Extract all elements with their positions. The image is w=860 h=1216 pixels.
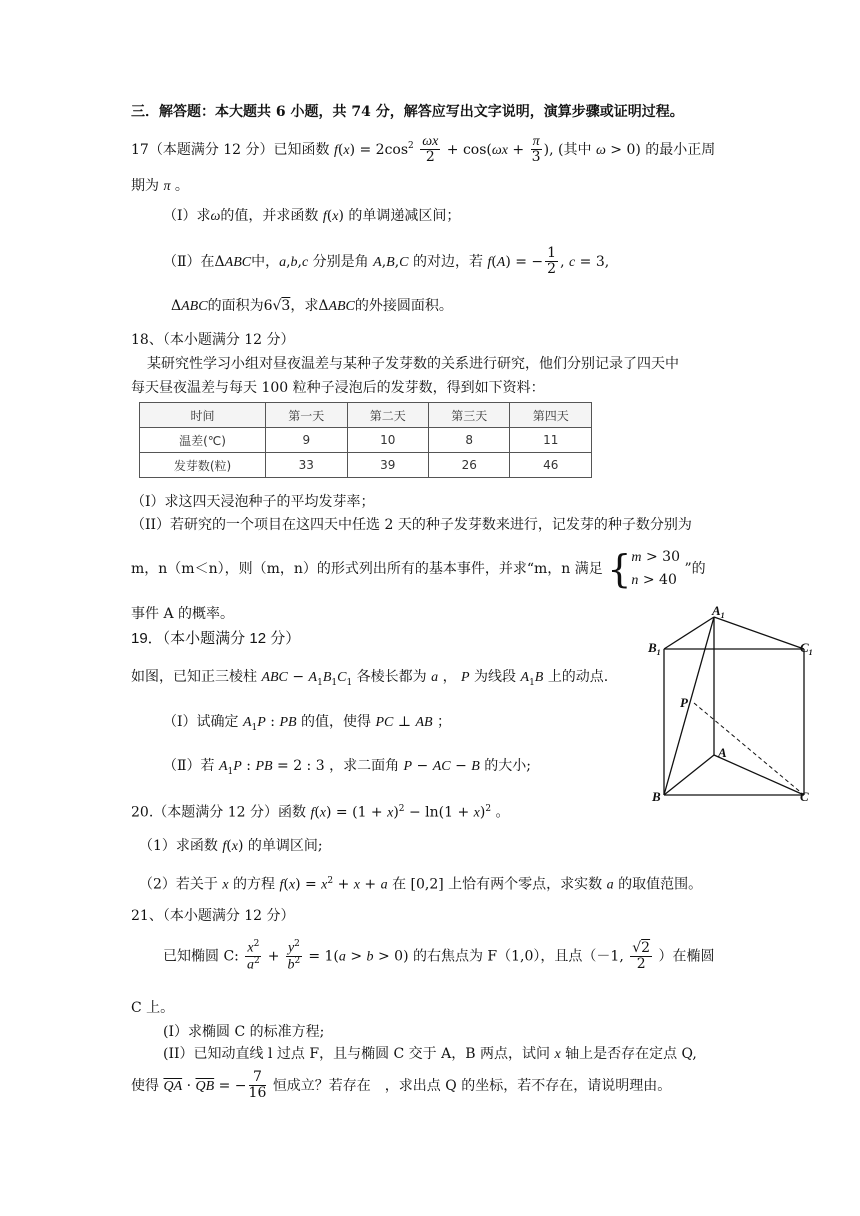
q18-title: 18、（本小题满分 12 分） bbox=[131, 332, 295, 348]
prism-figure bbox=[640, 605, 830, 805]
label-c: C bbox=[800, 789, 809, 804]
table-row bbox=[140, 453, 592, 478]
q21-title: 21、（本小题满分 12 分） bbox=[131, 908, 295, 924]
segment-pc bbox=[694, 703, 804, 795]
table-cell: 10 bbox=[347, 428, 428, 453]
q20-part1: （1）求函数 f(x) 的单调区间; bbox=[139, 838, 323, 854]
label-b1: $B_1$ bbox=[648, 640, 661, 657]
edge-a1c1 bbox=[714, 617, 804, 649]
table-header-row bbox=[140, 403, 592, 428]
q17-part3: ΔABC的面积为6√3，求ΔABC的外接圆面积。 bbox=[171, 298, 453, 314]
label-a: A bbox=[718, 745, 727, 760]
q19-intro: 如图，已知正三棱柱 ABC − $A_1B_1C_1$ 各棱长都为 a ， P 为线段 $A_1B$ 上的动点. bbox=[131, 669, 609, 688]
q17-line2: 期为 π 。 bbox=[131, 178, 189, 194]
table-header-cell: 第二天 bbox=[347, 403, 428, 428]
q17-part2: （Ⅱ）在ΔABC中，a,b,c 分别是角 A,B,C 的对边，若 f(A) = − $\frac{1}{2}$ , c = 3, bbox=[163, 245, 610, 278]
q19-title: 19．（本小题满分 12 分） bbox=[131, 630, 301, 647]
q17-part1: （Ⅰ）求ω的值，并求函数 f(x) 的单调递减区间； bbox=[163, 208, 461, 224]
q19-part2: （Ⅱ）若 $A_1P$ : PB = 2 : 3 ，求二面角 P − AC − B 的大小; bbox=[163, 758, 531, 777]
table-cell: 发芽数(粒) bbox=[140, 453, 266, 478]
table-header-cell: 第三天 bbox=[429, 403, 510, 428]
q20-part2: （2）若关于 x 的方程 $f(x) = x^2 + x + a$ 在 [0,2] 上恰有两个零点，求实数 a 的取值范围。 bbox=[139, 876, 703, 893]
edge-ac bbox=[714, 755, 804, 795]
table-cell: 46 bbox=[510, 453, 592, 478]
table-cell: 9 bbox=[266, 428, 347, 453]
section-header: 三．解答题：本大题共 6 小题，共 74 分，解答应写出文字说明，演算步骤或证明过程。 bbox=[131, 104, 684, 120]
label-c1: $C_1$ bbox=[800, 640, 813, 657]
q21-part2: (II）已知动直线 l 过点 F，且与椭圆 C 交于 A，B 两点，试问 x 轴上是否存在定点 Q, bbox=[163, 1046, 697, 1062]
table-cell: 33 bbox=[266, 453, 347, 478]
table-cell: 温差(℃) bbox=[140, 428, 266, 453]
q21-intro: 已知椭圆 C: $\frac{x^2}{a^2}$ + $\frac{y^2}{b^2}$ = 1(a > b > 0) 的右焦点为 F（1,0），且点（－1, $\frac{√2}{2}$ ）在椭圆 bbox=[163, 939, 715, 973]
q18-part2: （II）若研究的一个项目在这四天中任选 2 天的种子发芽数来进行，记发芽的种子数分别为 bbox=[131, 517, 692, 533]
table-header-cell: 第一天 bbox=[266, 403, 347, 428]
label-p: P bbox=[680, 695, 688, 710]
q18-intro-2: 每天昼夜温差与每天 100 粒种子浸泡后的发芽数，得到如下资料： bbox=[131, 380, 545, 396]
label-b: B bbox=[652, 789, 661, 804]
table-header-cell: 时间 bbox=[140, 403, 266, 428]
q18-intro-1: 某研究性学习小组对昼夜温差与某种子发芽数的关系进行研究，他们分别记录了四天中 bbox=[147, 356, 679, 372]
table-cell: 11 bbox=[510, 428, 592, 453]
label-a1: $A_1$ bbox=[712, 605, 725, 620]
q19-part1: （Ⅰ）试确定 $A_1P$ : PB 的值，使得 PC ⊥ AB ； bbox=[163, 714, 452, 733]
table-header-cell: 第四天 bbox=[510, 403, 592, 428]
q20-lead: 20.（本题满分 12 分）函数 $f(x) = (1 + x)^2 - \ln(1 + x)^2$ 。 bbox=[131, 804, 510, 821]
edge-ab bbox=[664, 755, 714, 795]
q18-part1: （I）求这四天浸泡种子的平均发芽率； bbox=[131, 494, 375, 510]
q21-part1: (I）求椭圆 C 的标准方程; bbox=[163, 1024, 325, 1040]
q21-part3: 使得 $\overline{QA} \cdot \overline{QB}$ = − $\frac{7}{16}$ 恒成立？若存在 ，求出点 Q 的坐标，若不存在，请说明理由。 bbox=[131, 1069, 672, 1102]
q18-data-table bbox=[139, 402, 592, 478]
q21-line2: C 上。 bbox=[131, 1000, 175, 1016]
q17-line1: 17（本题满分 12 分）已知函数 $f(x) = 2\cos^2$ $\frac{\omega x}{2}$ + cos(ωx + $\frac{\pi}{3}$ ), (其中 ω > 0) 的最小正周 bbox=[131, 134, 716, 166]
q18-part3: m，n（m＜n），则（m，n）的形式列出所有的基本事件，并求“m，n 满足 {m > 30 n > 40 ”的 bbox=[131, 547, 706, 591]
table-row bbox=[140, 428, 592, 453]
table-cell: 39 bbox=[347, 453, 428, 478]
table-cell: 8 bbox=[429, 428, 510, 453]
table-cell: 26 bbox=[429, 453, 510, 478]
q18-part4: 事件 A 的概率。 bbox=[131, 606, 235, 622]
